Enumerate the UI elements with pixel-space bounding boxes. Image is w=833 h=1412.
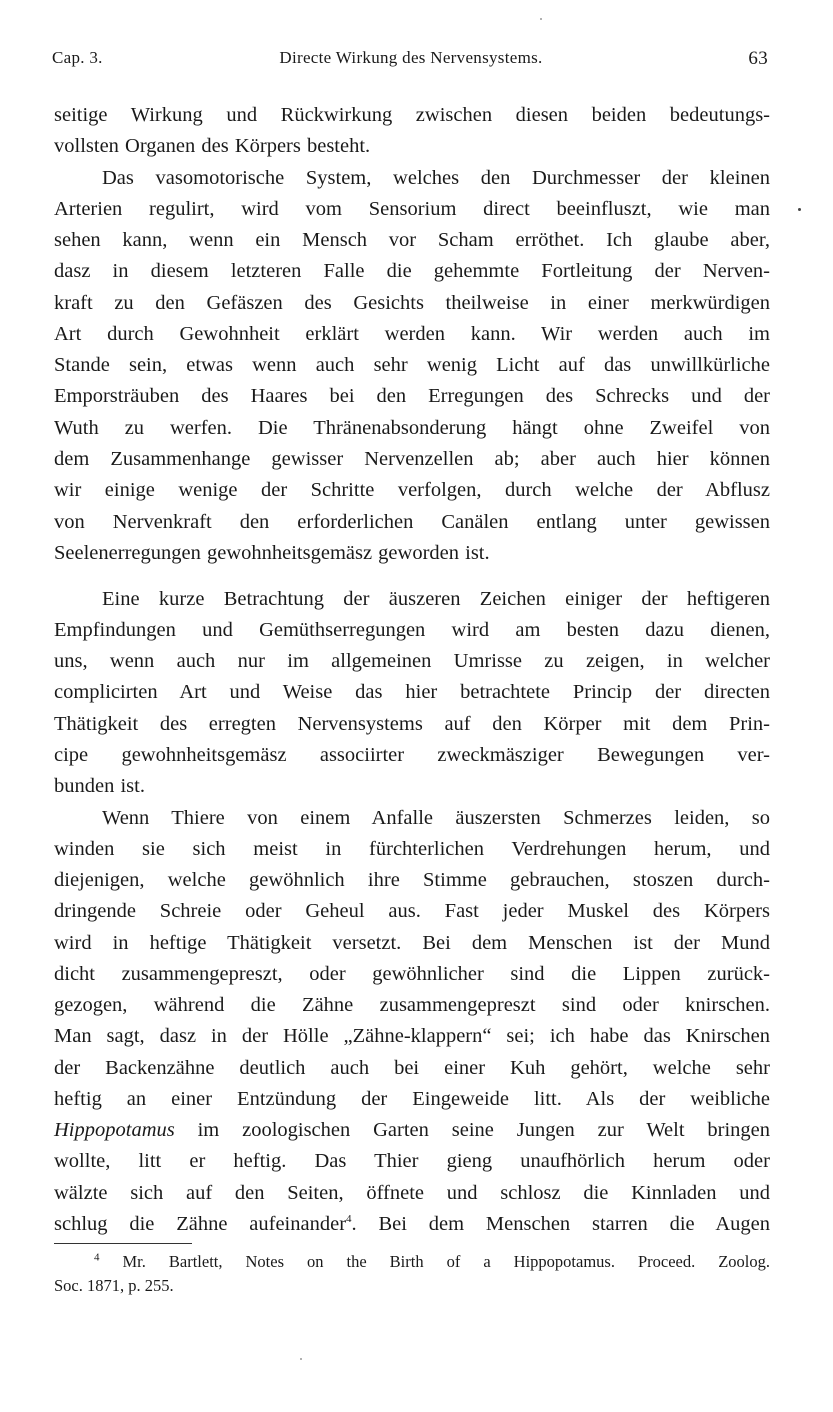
- text-line: wird in heftige Thätigkeit versetzt. Bei dem Menschen ist der Mund: [54, 932, 770, 954]
- text-line: diejenigen, welche gewöhnlich ihre Stimme gebrauchen, stoszen durch-: [54, 869, 770, 891]
- text-line: Stande sein, etwas wenn auch sehr wenig Licht auf das unwillkürliche: [54, 354, 770, 376]
- text-line: vollsten Organen des Körpers besteht.: [54, 135, 371, 157]
- text-line: winden sie sich meist in fürchterlichen Verdrehungen herum, und: [54, 838, 770, 860]
- running-header: [52, 48, 770, 74]
- text-line: complicirten Art und Weise das hier betrachtete Princip der directen: [54, 681, 770, 703]
- text-line: gezogen, während die Zähne zusammengepreszt sind oder knirschen.: [54, 994, 770, 1016]
- text-line: der Backenzähne deutlich auch bei einer Kuh gehört, welche sehr: [54, 1057, 770, 1079]
- text-line: wir einige wenige der Schritte verfolgen, durch welche der Abflusz: [54, 479, 770, 501]
- text-line: dicht zusammengepreszt, oder gewöhnlicher sind die Lippen zurück-: [54, 963, 770, 985]
- page-number: 63: [748, 48, 768, 69]
- text-line: Empfindungen und Gemüthserregungen wird am besten dazu dienen,: [54, 619, 770, 641]
- text-line: Eine kurze Betrachtung der äuszeren Zeichen einiger der heftigeren: [102, 588, 770, 610]
- text-line: Thätigkeit des erregten Nervensystems auf den Körper mit dem Prin-: [54, 713, 770, 735]
- text-line: [54, 1115, 770, 1146]
- text-line: dasz in diesem letzteren Falle die gehemmte Fortleitung der Nerven-: [54, 260, 770, 282]
- footnote-line: [54, 1250, 770, 1274]
- text-line: sehen kann, wenn ein Mensch vor Scham erröthet. Ich glaube aber,: [54, 229, 770, 251]
- text-line: kraft zu den Gefäszen des Gesichts theilweise in einer merkwürdigen: [54, 292, 770, 314]
- chapter-label: Cap. 3.: [52, 48, 103, 67]
- text-line: Man sagt, dasz in der Hölle „Zähne-klappern“ sei; ich habe das Knirschen: [54, 1025, 770, 1047]
- text-line: Art durch Gewohnheit erklärt werden kann. Wir werden auch im: [54, 323, 770, 345]
- print-speck: [540, 18, 542, 20]
- print-speck: [300, 1358, 302, 1360]
- text-line: Emporsträuben des Haares bei den Erregungen des Schrecks und der: [54, 385, 770, 407]
- text-line: Arterien regulirt, wird vom Sensorium direct beeinfluszt, wie man: [54, 198, 770, 220]
- text-line: seitige Wirkung und Rückwirkung zwischen diesen beiden bedeutungs-: [54, 104, 770, 126]
- footnote-marker: 4: [94, 1251, 100, 1264]
- text-line: von Nervenkraft den erforderlichen Canälen entlang unter gewissen: [54, 511, 770, 533]
- text-line: wälzte sich auf den Seiten, öffnete und schlosz die Kinnladen und: [54, 1182, 770, 1204]
- text-line: Seelenerregungen gewohnheitsgemäsz geworden ist.: [54, 542, 490, 564]
- text-line: dem Zusammenhange gewisser Nervenzellen ab; aber auch hier können: [54, 448, 770, 470]
- text-line: Wuth zu werfen. Die Thränenabsonderung hängt ohne Zweifel von: [54, 417, 770, 439]
- text-line: cipe gewohnheitsgemäsz associirter zweckmäsziger Bewegungen ver-: [54, 744, 770, 766]
- footnote-rule: [54, 1243, 192, 1244]
- text-line: [54, 1209, 770, 1240]
- text-span: schlug die Zähne aufeinander: [54, 1213, 347, 1235]
- footnote-text: Mr. Bartlett, Notes on the Birth of a Hippopotamus. Proceed. Zoolog.: [122, 1252, 771, 1271]
- text-line: dringende Schreie oder Geheul aus. Fast jeder Muskel des Körpers: [54, 900, 770, 922]
- footnote-line: Soc. 1871, p. 255.: [54, 1276, 174, 1295]
- text-line: uns, wenn auch nur im allgemeinen Umrisse zu zeigen, in welcher: [54, 650, 770, 672]
- print-speck: [798, 208, 801, 211]
- running-title: Directe Wirkung des Nervensystems.: [279, 48, 543, 67]
- text-line: Das vasomotorische System, welches den Durchmesser der kleinen: [102, 167, 770, 189]
- text-span: . Bei dem Menschen starren die Augen: [351, 1213, 771, 1235]
- text-line: heftig an einer Entzündung der Eingeweide litt. Als der weibliche: [54, 1088, 770, 1110]
- text-line: Wenn Thiere von einem Anfalle äuszersten Schmerzes leiden, so: [102, 807, 770, 829]
- text-span: im zoologischen Garten seine Jungen zur Welt bringen: [197, 1119, 770, 1141]
- text-line: bunden ist.: [54, 775, 145, 797]
- italic-term: Hippopotamus: [54, 1119, 175, 1141]
- text-line: wollte, litt er heftig. Das Thier gieng unaufhörlich herum oder: [54, 1150, 770, 1172]
- footnote-reference[interactable]: 4: [346, 1213, 352, 1226]
